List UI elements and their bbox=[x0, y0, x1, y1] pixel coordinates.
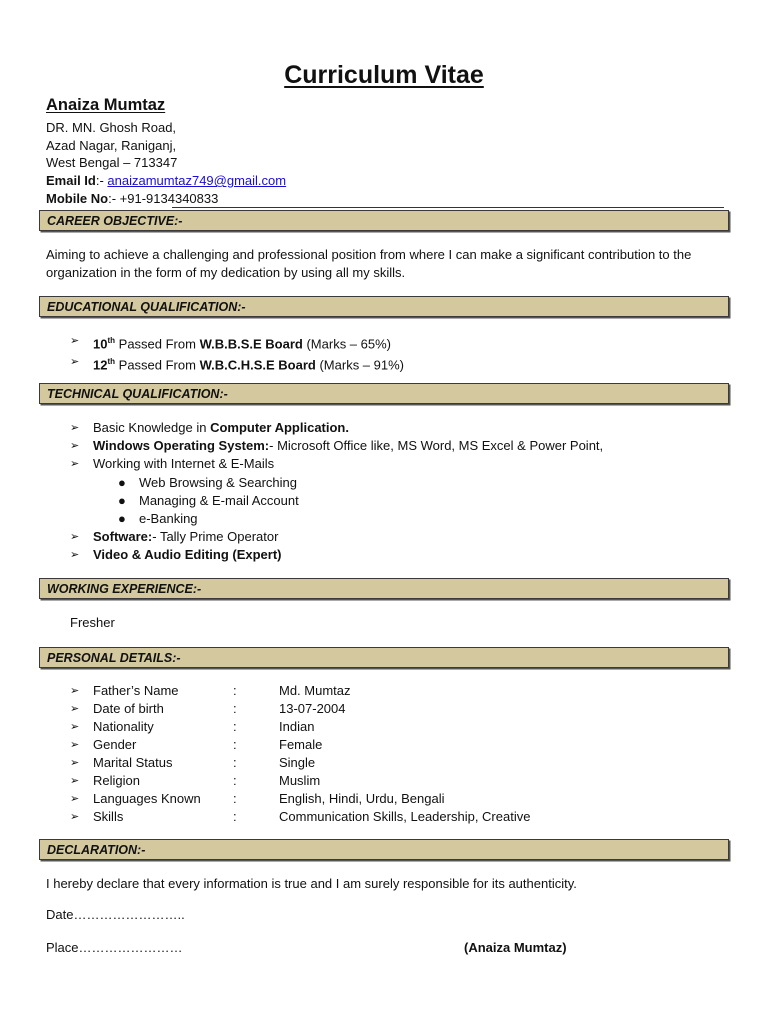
email-row bbox=[46, 172, 286, 190]
arrow-bullet-icon: ➢ bbox=[70, 458, 80, 470]
section-career-objective: CAREER OBJECTIVE:- bbox=[39, 210, 729, 231]
personal-detail-row: ➢ Skills : Communication Skills, Leadership, Creative bbox=[70, 809, 531, 824]
arrow-bullet-icon: ➢ bbox=[70, 356, 80, 369]
mobile-value: +91-9134340833 bbox=[119, 190, 219, 206]
arrow-bullet-icon: ➢ bbox=[70, 757, 80, 769]
personal-detail-row: ➢ Religion : Muslim bbox=[70, 773, 321, 788]
personal-detail-row: ➢ Gender : Female bbox=[70, 737, 323, 752]
document-title: Curriculum Vitae bbox=[284, 61, 484, 89]
sub-item: ● e-Banking bbox=[118, 511, 198, 526]
arrow-bullet-icon: ➢ bbox=[70, 422, 80, 434]
section-personal-details: PERSONAL DETAILS:- bbox=[39, 647, 729, 668]
mobile-label: Mobile No bbox=[46, 190, 109, 206]
personal-details-list bbox=[70, 682, 530, 826]
arrow-bullet-icon: ➢ bbox=[70, 685, 80, 697]
section-declaration: DECLARATION:- bbox=[39, 839, 729, 860]
address-line-3: West Bengal – 713347 bbox=[46, 155, 178, 171]
arrow-bullet-icon: ➢ bbox=[70, 549, 80, 561]
email-label: Email Id bbox=[46, 173, 96, 189]
email-separator: :- bbox=[95, 173, 108, 189]
signature-name: (Anaiza Mumtaz) bbox=[464, 940, 567, 955]
education-item: ➢ 12th Passed From W.B.C.H.S.E Board (Marks – 91%) bbox=[70, 353, 404, 374]
internet-sublist bbox=[116, 474, 603, 528]
education-list bbox=[70, 332, 404, 375]
arrow-bullet-icon: ➢ bbox=[70, 739, 80, 751]
arrow-bullet-icon: ➢ bbox=[70, 775, 80, 787]
candidate-name: Anaiza Mumtaz bbox=[46, 96, 166, 114]
technical-item: ➢ Working with Internet & E-Mails ● Web Browsing & Searching ● Managing & E-mail Account ● e-Banking bbox=[70, 455, 603, 528]
declaration-text: I hereby declare that every information is true and I am surely responsible for its authenticity. bbox=[46, 876, 577, 891]
section-technical-qualification: TECHNICAL QUALIFICATION:- bbox=[39, 383, 729, 404]
technical-item: ➢ Software:- Tally Prime Operator bbox=[70, 529, 279, 544]
arrow-bullet-icon: ➢ bbox=[70, 335, 80, 347]
mobile-separator: :- bbox=[108, 190, 120, 206]
personal-detail-row: ➢ Date of birth : 13-07-2004 bbox=[70, 701, 346, 716]
technical-item: ➢ Windows Operating System:- Microsoft Office like, MS Word, MS Excel & Power Point, bbox=[70, 438, 604, 453]
technical-list bbox=[70, 419, 603, 564]
bullet-dot-icon: ● bbox=[118, 511, 126, 526]
arrow-bullet-icon: ➢ bbox=[70, 440, 80, 452]
technical-item: ➢ Video & Audio Editing (Expert) bbox=[70, 547, 282, 562]
section-working-experience: WORKING EXPERIENCE:- bbox=[39, 578, 729, 599]
personal-detail-row: ➢ Marital Status : Single bbox=[70, 755, 316, 770]
email-link[interactable]: anaizamumtaz749@gmail.com bbox=[107, 173, 287, 189]
bullet-dot-icon: ● bbox=[118, 493, 126, 508]
personal-detail-row: ➢ Languages Known : English, Hindi, Urdu, Bengali bbox=[70, 791, 445, 806]
date-line: Date…………………….. bbox=[46, 907, 185, 922]
working-experience-text: Fresher bbox=[70, 615, 115, 630]
personal-detail-row: ➢ Father’s Name : Md. Mumtaz bbox=[70, 683, 351, 698]
arrow-bullet-icon: ➢ bbox=[70, 721, 80, 733]
address-line-2: Azad Nagar, Raniganj, bbox=[46, 137, 177, 153]
personal-detail-row: ➢ Nationality : Indian bbox=[70, 719, 315, 734]
arrow-bullet-icon: ➢ bbox=[70, 703, 80, 715]
address-line-1: DR. MN. Ghosh Road, bbox=[46, 120, 177, 135]
sub-item: ● Managing & E-mail Account bbox=[118, 493, 299, 508]
arrow-bullet-icon: ➢ bbox=[70, 811, 80, 823]
section-educational-qualification: EDUCATIONAL QUALIFICATION:- bbox=[39, 296, 729, 317]
career-objective-text: Aiming to achieve a challenging and professional position from where I can make a significant contribution to the organization in the form of my dedication by using all my skills. bbox=[46, 247, 692, 280]
place-line: Place…………………… bbox=[46, 940, 183, 955]
education-item: ➢ 10th Passed From W.B.B.S.E Board (Marks – 65%) bbox=[70, 332, 404, 353]
mobile-row bbox=[46, 190, 286, 208]
sub-item: ● Web Browsing & Searching bbox=[118, 475, 298, 490]
arrow-bullet-icon: ➢ bbox=[70, 531, 80, 543]
arrow-bullet-icon: ➢ bbox=[70, 793, 80, 805]
contact-block bbox=[46, 119, 286, 208]
header-divider bbox=[172, 207, 724, 208]
technical-item: ➢ Basic Knowledge in Computer Application. bbox=[70, 420, 349, 435]
bullet-dot-icon: ● bbox=[118, 475, 126, 490]
